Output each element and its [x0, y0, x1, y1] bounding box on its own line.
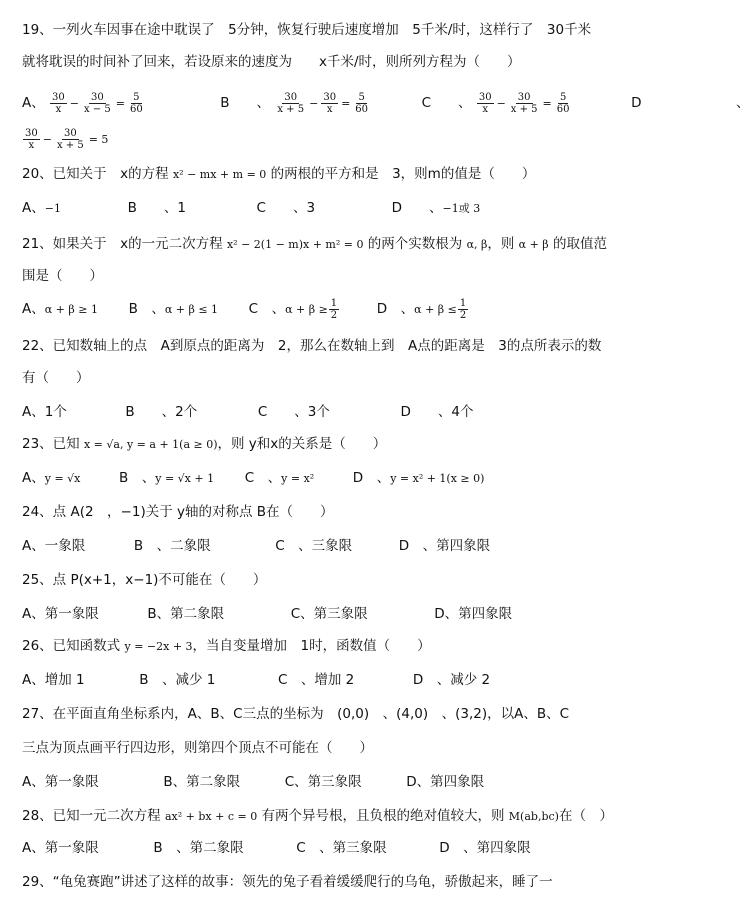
q19-option-d: $\frac{30}{x}$ − $\frac{30}{x + 5}$ = 5 — [25, 127, 109, 151]
q21-options: A、α + β ≥ 1 B 、α + β ≤ 1 C 、α + β ≥ $\frac{1}{2}$ D 、α + β ≤ $\frac{1}{2}$ — [22, 297, 467, 321]
q27-stem-line2: 三点为顶点画平行四边形，则第四个顶点不可能在（ ） — [22, 740, 373, 756]
q28-equation: ax² + bx + c = 0 — [164, 810, 258, 823]
q19-a-frac3: $\frac{5}{60}$ — [129, 91, 143, 115]
q19-option-a-label: A、 — [22, 95, 45, 111]
q25-stem: 25、点 P(x+1，x−1)不可能在（ ） — [22, 572, 267, 588]
q26-options: A、增加 1 B 、减少 1 C 、增加 2 D 、减少 2 — [22, 672, 491, 688]
q21-stem-line1: 21、如果关于 x的一元二次方程 x² − 2(1 − m)x + m² = 0 的两个实数根为 α, β，则 α + β 的取值范 — [22, 236, 607, 252]
q27-stem-line1: 27、在平面直角坐标系内，A、B、C三点的坐标为 (0,0) 、(4,0) 、(3,2)，以A、B、C — [22, 706, 570, 722]
q20-options: A、−1 B 、1 C 、3 D 、−1或 3 — [22, 200, 481, 216]
q19-c-frac1: $\frac{30}{x}$ — [478, 91, 492, 115]
q19-c-frac3: $\frac{5}{60}$ — [556, 91, 570, 115]
q25-options: A、第一象限 B、第二象限 C、第三象限 D、第四象限 — [22, 606, 513, 622]
q21-equation: x² − 2(1 − m)x + m² = 0 — [226, 238, 364, 251]
q19-d-frac1: $\frac{30}{x}$ — [25, 127, 38, 151]
q22-stem-line1: 22、已知数轴上的点 A到原点的距离为 2，那么在数轴上到 A点的距离是 3的点所表示的数 — [22, 338, 602, 354]
q28-stem: 28、已知一元二次方程 ax² + bx + c = 0 有两个异号根，且负根的绝对值较大，则 M(ab,bc)在（ ） — [22, 808, 613, 824]
q19-a-frac1: $\frac{30}{x}$ — [52, 91, 65, 115]
q24-options: A、一象限 B 、二象限 C 、三象限 D 、第四象限 — [22, 538, 491, 554]
q19-b-frac2: $\frac{30}{x}$ — [323, 91, 337, 115]
q19-b-frac3: $\frac{5}{60}$ — [355, 91, 369, 115]
q19-options: A、 $\frac{30}{x}$ − $\frac{30}{x - 5}$ = $\frac{5}{60}$ B 、 $\frac{30}{x + 5}$ − $\frac{30}{x}$ = $\frac{5}{60}$ C 、 $\frac{30}{x}$ − $\frac{30}{x + 5}$ = $\frac{5}{60}$ D 、 — [22, 91, 750, 115]
q19-b-frac1: $\frac{30}{x + 5}$ — [277, 91, 305, 115]
q24-stem: 24、点 A(2 ，−1)关于 y轴的对称点 B在（ ） — [22, 504, 334, 520]
q20-equation: x² − mx + m = 0 — [172, 168, 267, 181]
q19-stem-line1: 19、一列火车因事在途中耽误了 5分钟，恢复行驶后速度增加 5千米/时，这样行了 30千米 — [22, 22, 592, 38]
q29-stem-line1: 29、“龟兔赛跑”讲述了这样的故事：领先的兔子看着缓缓爬行的乌龟，骄傲起来，睡了一 — [22, 874, 553, 890]
q19-option-c-label: C 、 — [421, 95, 472, 111]
q19-option-d-label: D 、 — [631, 95, 750, 111]
q27-options: A、第一象限 B、第二象限 C、第三象限 D、第四象限 — [22, 774, 485, 790]
q20-stem: 20、已知关于 x的方程 x² − mx + m = 0 的两根的平方和是 3，则m的值是（ ） — [22, 166, 536, 182]
q23-options: A、y = √x B 、y = √x + 1 C 、y = x² D 、y = x² + 1(x ≥ 0) — [22, 470, 485, 486]
q19-c-frac2: $\frac{30}{x + 5}$ — [510, 91, 538, 115]
q21-stem-line2: 围是（ ） — [22, 268, 103, 284]
q23-stem: 23、已知 x = √a, y = a + 1(a ≥ 0)，则 y和x的关系是（ ） — [22, 436, 387, 452]
q26-function: y = −2x + 3 — [124, 640, 193, 653]
q22-options: A、1个 B 、2个 C 、3个 D 、4个 — [22, 404, 474, 420]
q19-option-b-label: B 、 — [220, 95, 271, 111]
q23-condition: x = √a, y = a + 1(a ≥ 0) — [83, 438, 218, 451]
q19-d-frac2: $\frac{30}{x + 5}$ — [56, 127, 84, 151]
q22-stem-line2: 有（ ） — [22, 370, 90, 386]
q19-a-frac2: $\frac{30}{x - 5}$ — [84, 91, 111, 115]
q19-stem-line2: 就将耽误的时间补了回来，若设原来的速度为 x千米/时，则所列方程为（ ） — [22, 54, 521, 70]
q26-stem: 26、已知函数式 y = −2x + 3，当自变量增加 1时，函数值（ ） — [22, 638, 431, 654]
q28-options: A、第一象限 B 、第二象限 C 、第三象限 D 、第四象限 — [22, 840, 531, 856]
